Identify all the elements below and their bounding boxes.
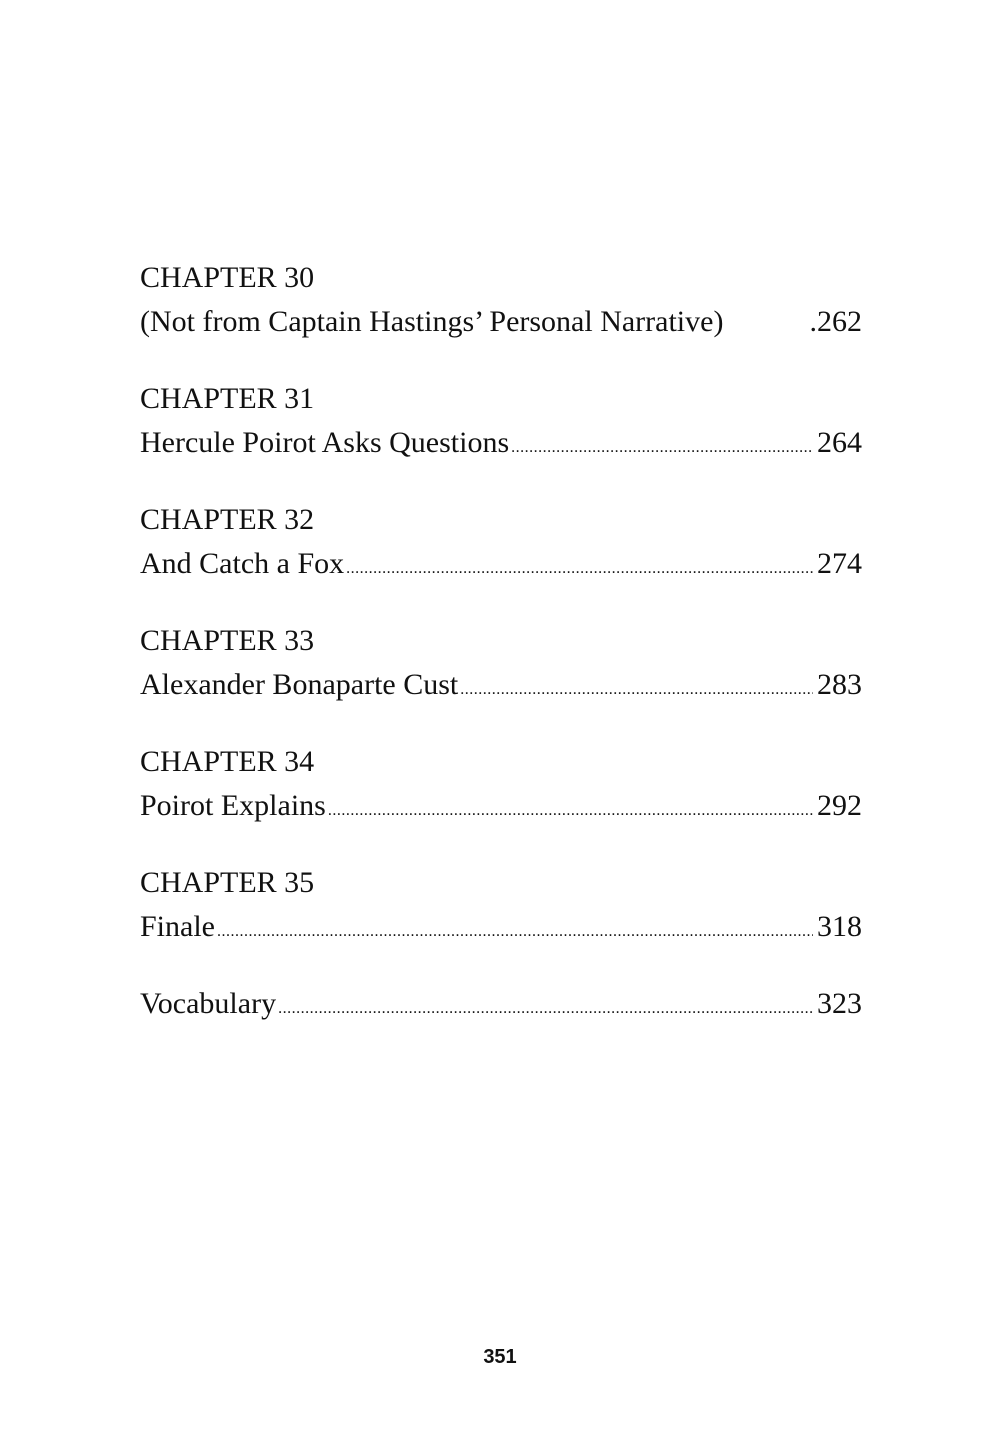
chapter-label: CHAPTER 34	[140, 745, 315, 778]
page-number: 283	[817, 668, 862, 701]
footer-page-number: 351	[483, 1346, 517, 1368]
toc-entry-vocabulary	[140, 982, 862, 1026]
dot-leader	[460, 668, 813, 712]
chapter-label: CHAPTER 35	[140, 866, 315, 899]
toc-line[interactable]	[140, 542, 862, 586]
chapter-label: CHAPTER 33	[140, 624, 315, 657]
chapter-label: CHAPTER 31	[140, 382, 315, 415]
chapter-title: Finale	[140, 910, 215, 943]
dot-leader	[217, 910, 813, 954]
page-number: 274	[817, 547, 862, 580]
chapter-label: CHAPTER 32	[140, 503, 315, 536]
toc-line[interactable]	[140, 905, 862, 949]
toc-line[interactable]	[140, 663, 862, 707]
page-number: 323	[817, 987, 862, 1020]
toc-line[interactable]	[140, 784, 862, 828]
toc-entry-chapter-34	[140, 740, 862, 828]
toc-entry-chapter-30	[140, 256, 862, 344]
chapter-title: Poirot Explains	[140, 789, 326, 822]
dot-leader	[511, 426, 813, 470]
chapter-title: And Catch a Fox	[140, 547, 345, 580]
chapter-title: Alexander Bonaparte Cust	[140, 668, 459, 701]
table-of-contents	[140, 256, 862, 1026]
toc-entry-chapter-31	[140, 377, 862, 465]
toc-entry-chapter-32	[140, 498, 862, 586]
toc-entry-chapter-33	[140, 619, 862, 707]
toc-line[interactable]	[140, 421, 862, 465]
page-number: 264	[817, 426, 862, 459]
chapter-title: (Not from Captain Hastings’ Personal Narrative)	[140, 305, 724, 338]
dot-leader	[328, 789, 813, 833]
toc-line[interactable]	[140, 300, 862, 344]
dot-leader	[346, 547, 813, 591]
chapter-title: Hercule Poirot Asks Questions	[140, 426, 510, 459]
page-number: 292	[817, 789, 862, 822]
page-number: .262	[809, 305, 862, 338]
page-number: 318	[817, 910, 862, 943]
dot-leader	[278, 987, 813, 1031]
chapter-label: CHAPTER 30	[140, 261, 315, 294]
vocabulary-title: Vocabulary	[140, 987, 277, 1020]
toc-entry-chapter-35	[140, 861, 862, 949]
toc-line[interactable]	[140, 982, 862, 1026]
